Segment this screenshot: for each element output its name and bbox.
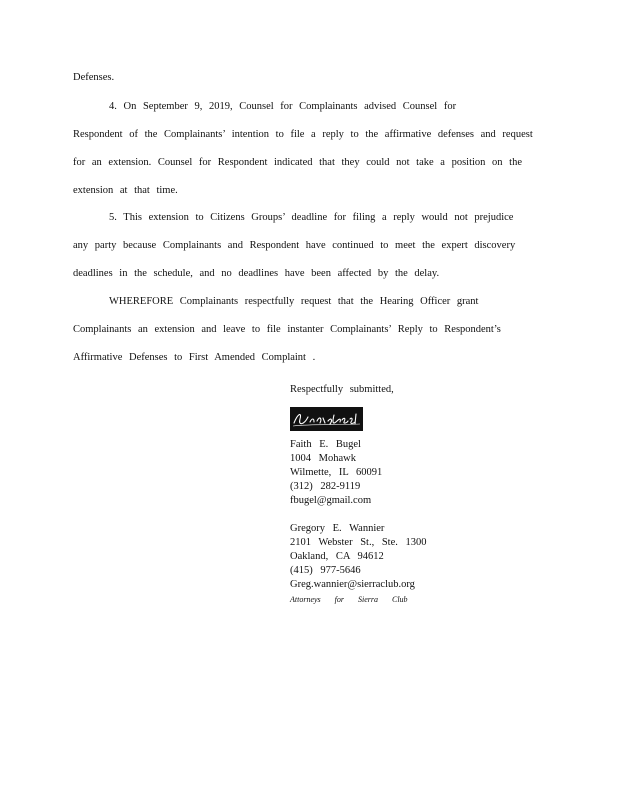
counsel-city: Oakland, CA 94612 [290,551,384,562]
text-line: for an extension. Counsel for Respondent indicated that they could not take a position on the [73,157,522,168]
text-line: Respondent of the Complainants’ intention to file a reply to the affirmative defenses and request [73,129,533,140]
text-line: 4. On September 9, 2019, Counsel for Complainants advised Counsel for [109,101,457,112]
counsel-street: 1004 Mohawk [290,453,356,464]
counsel-phone: (415) 977-5646 [290,565,361,576]
text-line: extension at that time. [73,185,178,196]
counsel-phone: (312) 282-9119 [290,481,361,492]
counsel-block-bugel [290,438,382,508]
text-line: WHEREFORE Complainants respectfully request that the Hearing Officer grant [109,296,479,307]
counsel-name: Gregory E. Wannier [290,523,385,534]
signature-image [290,407,363,431]
counsel-city: Wilmette, IL 60091 [290,467,383,478]
attorneys-for-label: Attorneys for Sierra Club [290,595,408,604]
counsel-street: 2101 Webster St., Ste. 1300 [290,537,427,548]
text-line: Complainants an extension and leave to file instanter Complainants’ Reply to Respondent’s [73,324,501,335]
counsel-email: Greg.wannier@sierraclub.org [290,579,415,590]
counsel-email: fbugel@gmail.com [290,495,372,506]
text-line: deadlines in the schedule, and no deadlines have been affected by the delay. [73,268,440,279]
text-line: Affirmative Defenses to First Amended Complaint . [73,352,316,363]
text-line: 5. This extension to Citizens Groups’ deadline for filing a reply would not prejudice [109,212,514,223]
text-line: Defenses. [73,72,115,83]
text-line: any party because Complainants and Respondent have continued to meet the expert discovery [73,240,516,251]
counsel-name: Faith E. Bugel [290,439,361,450]
closing-text: Respectfully submitted, [290,384,394,395]
counsel-block-wannier [290,522,427,607]
